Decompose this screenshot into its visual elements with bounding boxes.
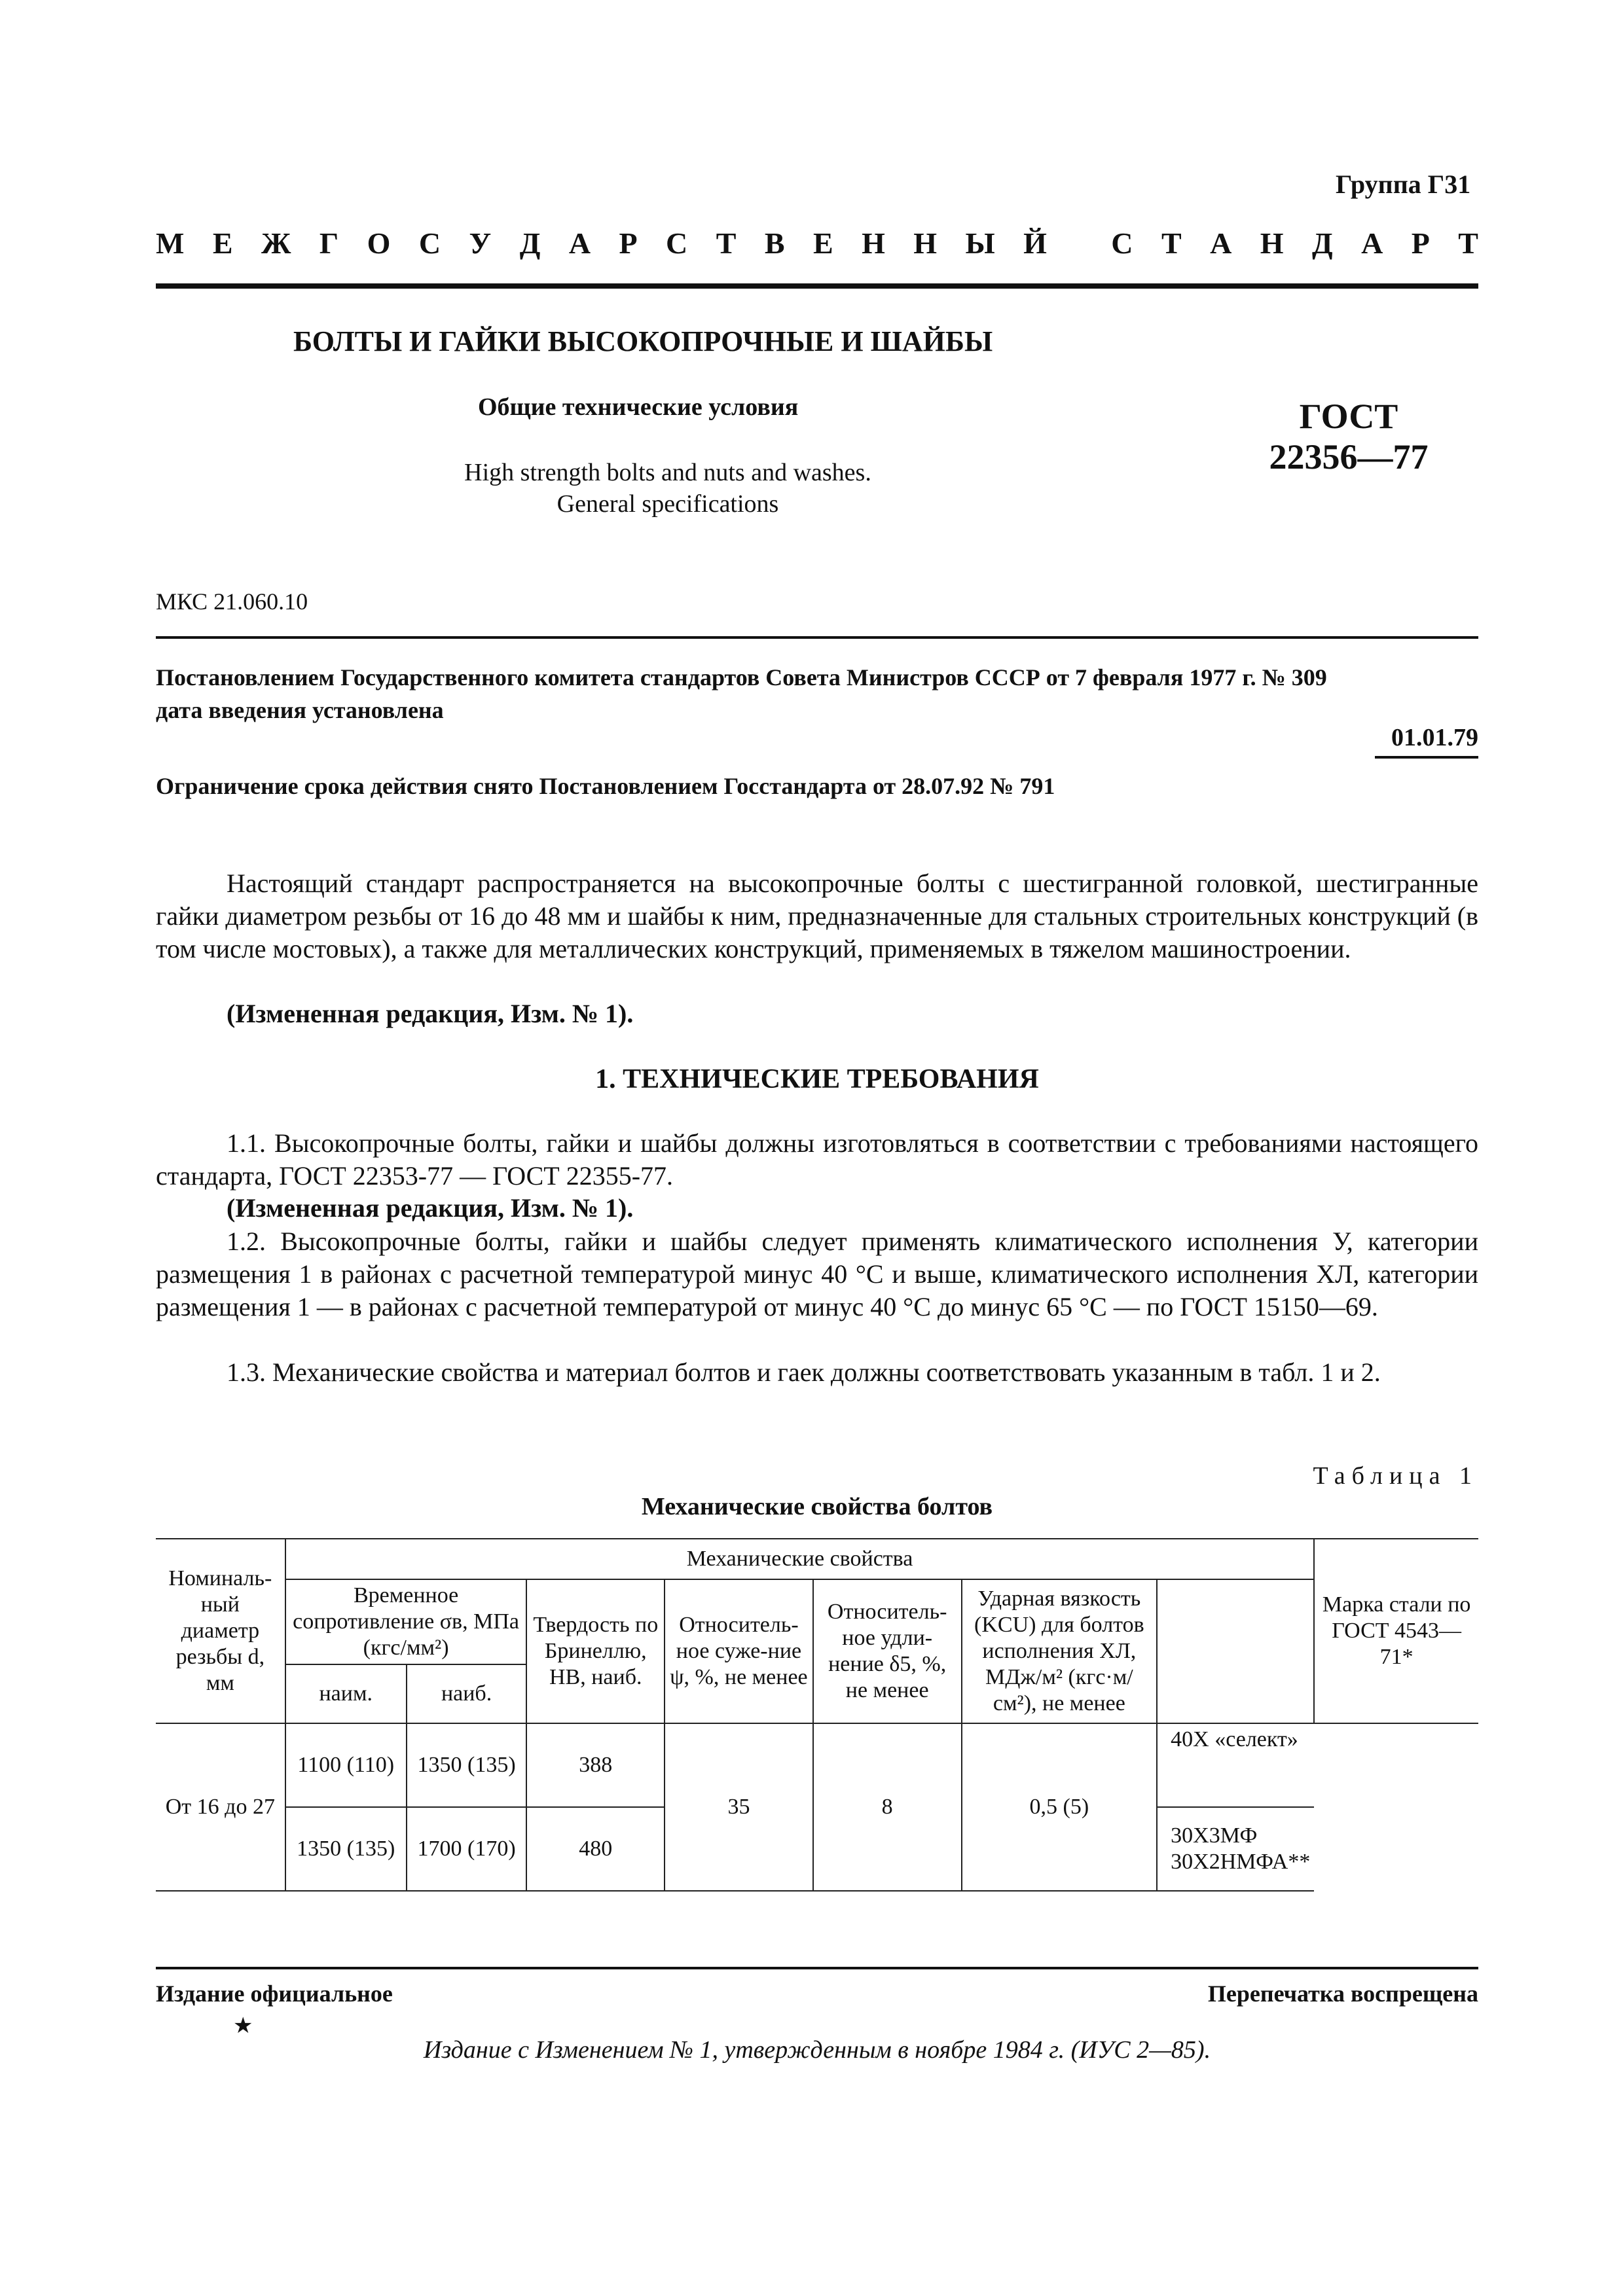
header-letter: А (568, 226, 591, 260)
header-letter: Е (212, 226, 233, 260)
header-letter: Е (812, 226, 833, 260)
limitation-note: Ограничение срока действия снято Постановлением Госстандарта от 28.07.92 № 791 (156, 773, 1055, 799)
header-letter: Н (1260, 226, 1284, 260)
star-icon: ★ (233, 2014, 253, 2038)
english-title (406, 457, 930, 520)
header-letter: Т (1458, 226, 1478, 260)
header-elongation: Относитель-ное удли-нение δ5, %, не менее (813, 1579, 962, 1723)
mks-rule (156, 636, 1478, 639)
introduction-date: 01.01.79 (1391, 724, 1478, 751)
header-letter: В (764, 226, 785, 260)
row1-steel-grade: 40Х «селект» (1157, 1723, 1314, 1807)
paragraph-1-3: 1.3. Механические свойства и материал болтов и гаек должны соответствовать указанным в табл. 1 и 2. (227, 1357, 1381, 1387)
header-letter: Р (1411, 226, 1430, 260)
header-tensile-strength: Временное сопротивление σв, МПа (кгс/мм²) (285, 1579, 527, 1664)
date-underline (1375, 756, 1478, 759)
row2-tensile-min: 1350 (135) (285, 1807, 407, 1891)
header-max: наиб. (407, 1664, 527, 1723)
header-hardness: Твердость по Бринеллю, НВ, наиб. (526, 1579, 665, 1723)
header-letter: У (469, 226, 492, 260)
header-letter: А (1210, 226, 1232, 260)
diameter-range: От 16 до 27 (156, 1723, 285, 1891)
gost-code: 22356—77 (1269, 437, 1429, 476)
row2-tensile-max: 1700 (170) (407, 1807, 527, 1891)
intro-paragraph: Настоящий стандарт распространяется на высокопрочные болты с шестигранной головкой, шестигранные гайки диаметром резьбы от 16 до 48 мм и шайбы к ним, предназначенные для стальных строительных конструкций (в том числе мостовых), а также для металлических конструкций, применяемых в тяжелом машиностроении. (156, 869, 1478, 963)
header-letter: М (156, 226, 185, 260)
header-impact-strength: Ударная вязкость (KCU) для болтов исполнения ХЛ, МДж/м² (кгс·м/см²), не менее (962, 1579, 1158, 1723)
gost-number (1237, 396, 1460, 477)
impact-value: 0,5 (5) (962, 1723, 1158, 1891)
row1-hardness: 388 (526, 1723, 665, 1807)
decree-line2: дата введения установлена (156, 697, 444, 723)
official-edition: Издание официальное (156, 1981, 393, 2007)
row1-tensile-min: 1100 (110) (285, 1723, 407, 1807)
section-title: 1. ТЕХНИЧЕСКИЕ ТРЕБОВАНИЯ (595, 1064, 1039, 1094)
paragraph-1-1: 1.1. Высокопрочные болты, гайки и шайбы должны изготовляться в соответствии с требованиями настоящего стандарта, ГОСТ 22353-77 — ГОСТ 22355-77. (156, 1128, 1478, 1191)
header-letter: Ы (965, 226, 995, 260)
header-letter: С (666, 226, 688, 260)
gost-label: ГОСТ (1299, 397, 1398, 436)
english-title-line2: General specifications (556, 490, 779, 518)
header-letter: Р (619, 226, 638, 260)
header-min: наим. (285, 1664, 407, 1723)
header-rule (156, 283, 1478, 289)
header-narrowing: Относитель-ное суже-ние ψ, %, не менее (665, 1579, 813, 1723)
header-letter: А (1361, 226, 1383, 260)
edit-note-2: (Измененная редакция, Изм. № 1). (227, 1193, 634, 1223)
table-title: Механические свойства болтов (641, 1493, 993, 1520)
edit-note-1: (Измененная редакция, Изм. № 1). (227, 999, 634, 1028)
reprint-prohibited: Перепечатка воспрещена (1207, 1981, 1478, 2007)
header-steel-grade: Марка стали по ГОСТ 4543—71* (1314, 1539, 1478, 1723)
row2-hardness: 480 (526, 1807, 665, 1891)
header-letter: Д (519, 226, 541, 260)
narrowing-value: 35 (665, 1723, 813, 1891)
header-letter: Т (716, 226, 737, 260)
document-subtitle: Общие технические условия (478, 393, 799, 421)
header-letter: Г (319, 226, 339, 260)
header-letter: Ж (261, 226, 291, 260)
header-letter: Й (1023, 226, 1047, 260)
header-letter: Н (862, 226, 885, 260)
edition-footnote: Издание с Изменением № 1, утвержденным в ноябре 1984 г. (ИУС 2—85). (423, 2036, 1211, 2064)
paragraph-1-2: 1.2. Высокопрочные болты, гайки и шайбы следует применять климатического исполнения У, категории размещения 1 в районах с расчетной температурой минус 40 °С и выше, климатического исполнения ХЛ, категории размещения 1 — в районах с расчетной температурой от минус 40 °С до минус 65 °С — по ГОСТ 15150—69. (156, 1227, 1478, 1321)
header-letter: С (1111, 226, 1133, 260)
row1-tensile-max: 1350 (135) (407, 1723, 527, 1807)
interstate-standard-header (156, 226, 1478, 260)
decree-line1: Постановлением Государственного комитета стандартов Совета Министров СССР от 7 февраля 1977 г. № 309 (156, 664, 1327, 691)
header-letter: Н (913, 226, 938, 260)
header-letter: С (418, 226, 441, 260)
header-letter: Т (1161, 226, 1182, 260)
header-diameter: Номиналь-ный диаметр резьбы d, мм (156, 1539, 285, 1723)
group-code: Группа Г31 (1336, 170, 1471, 199)
decree-text (156, 661, 1478, 726)
row2-steel-grade: 30Х3МФ 30Х2НМФА** (1157, 1807, 1314, 1891)
english-title-line1: High strength bolts and nuts and washes. (464, 459, 871, 486)
table-number: Таблица 1 (1313, 1462, 1478, 1490)
document-title: БОЛТЫ И ГАЙКИ ВЫСОКОПРОЧНЫЕ И ШАЙБЫ (293, 325, 993, 357)
footer-rule (156, 1967, 1478, 1969)
mechanical-properties-table (156, 1538, 1478, 1892)
mks-code: МКС 21.060.10 (156, 588, 308, 615)
header-letter (1075, 226, 1083, 260)
header-mechanical-properties: Механические свойства (285, 1539, 1315, 1579)
header-letter: О (367, 226, 391, 260)
header-letter: Д (1311, 226, 1333, 260)
elongation-value: 8 (813, 1723, 962, 1891)
